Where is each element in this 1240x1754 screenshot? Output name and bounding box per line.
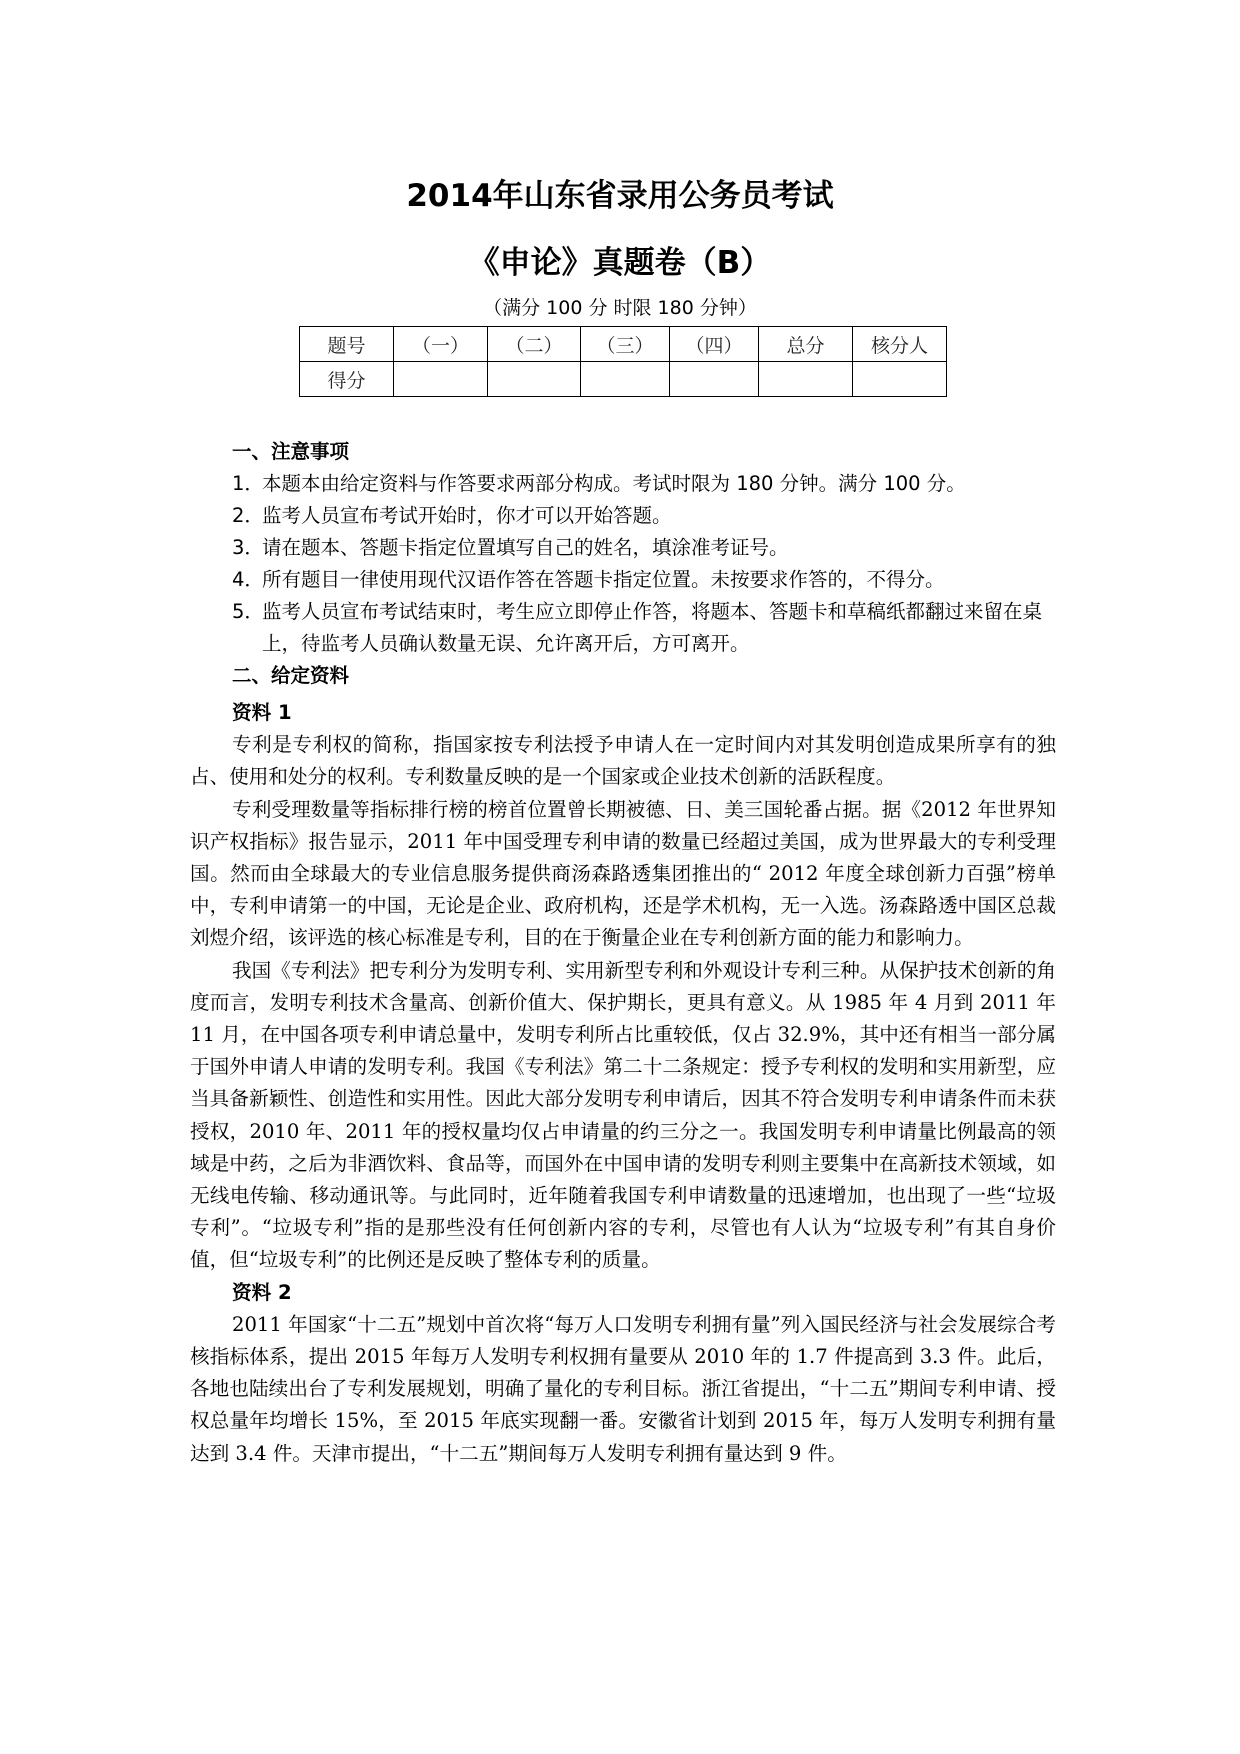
exam-info: （满分 100 分 时限 180 分钟） [483,297,757,319]
material-2-title: 资料 2 [232,1280,292,1304]
materials-section [190,697,1056,1470]
score-row-label: 得分 [300,362,394,397]
document-subtitle: 《申论》真题卷（B） [468,245,772,281]
score-cell [488,362,581,397]
score-header-cell: 题号 [300,327,394,362]
note-text: 本题本由给定资料与作答要求两部分构成。考试时限为 180 分钟。满分 100 分。 [262,472,966,495]
material-paragraph: 2011 年国家“十二五”规划中首次将“每万人口发明专利拥有量”列入国民经济与社会发展综合考核指标体系，提出 2015 年每万人发明专利权拥有量要从 2010 年的 1.7 件提高到 3.3 件。此后，各地也陆续出台了专利发展规划，明确了量化的专利目标。浙江省提出，“十二五”期间专利申请、授权总量年均增长 15%，至 2015 年底实现翻一番。安徽省计划到 2015 年，每万人发明专利拥有量达到 3.4 件。天津市提出，“十二五”期间每万人发明专利拥有量达到 9 件。 [190,1312,1056,1465]
score-cell [394,362,488,397]
score-cell [853,362,947,397]
material-paragraph: 专利受理数量等指标排行榜的榜首位置曾长期被德、日、美三国轮番占据。据《2012 年世界知识产权指标》报告显示，2011 年中国受理专利申请的数量已经超过美国，成为世界最大的专利受理国。然而由全球最大的专业信息服务提供商汤森路透集团推出的“ 2012 年度全球创新力百强”榜单中，专利申请第一的中国，无论是企业、政府机构，还是学术机构，无一入选。汤森路透中国区总裁刘煜介绍，该评选的核心标准是专利，目的在于衡量企业在专利创新方面的能力和影响力。 [190,797,1056,950]
note-text: 监考人员宣布考试开始时，你才可以开始答题。 [262,504,672,527]
note-text: 请在题本、答题卡指定位置填写自己的姓名，填涂准考证号。 [262,536,789,559]
score-header-cell: （三） [581,327,670,362]
notes-section [232,436,1072,692]
material-1-title: 资料 1 [232,701,292,724]
score-header-cell: （一） [394,327,488,362]
score-header-cell: （四） [670,327,759,362]
score-table-header-row [300,327,947,362]
note-number: 4． [232,568,264,591]
note-item [232,468,1072,500]
notes-heading: 一、注意事项 [232,440,350,463]
score-cell [670,362,759,397]
note-item [232,500,1072,532]
note-number: 2． [232,504,264,527]
score-table [299,326,947,397]
note-number: 5． [232,600,264,623]
score-cell [581,362,670,397]
note-item [232,564,1072,596]
materials-heading: 二、给定资料 [232,664,350,687]
score-table-row [300,362,947,397]
note-number: 3． [232,536,264,559]
material-paragraph: 我国《专利法》把专利分为发明专利、实用新型专利和外观设计专利三种。从保护技术创新的角度而言，发明专利技术含量高、创新价值大、保护期长，更具有意义。从 1985 年 4 月到 2011 年 11 月，在中国各项专利申请总量中，发明专利所占比重较低，仅占 32.9%，其中还有相当一部分属于国外申请人申请的发明专利。我国《专利法》第二十二条规定：授予专利权的发明和实用新型，应当具备新颖性、创造性和实用性。因此大部分发明专利申请后，因其不符合发明专利申请条件而未获授权，2010 年、2011 年的授权量均仅占申请量的约三分之一。我国发明专利申请量比例最高的领域是中药，之后为非酒饮料、食品等，而国外在中国申请的发明专利则主要集中在高新技术领域，如无线电传输、移动通讯等。与此同时，近年随着我国专利申请数量的迅速增加，也出现了一些“垃圾专利”。“垃圾专利”指的是那些没有任何创新内容的专利，尽管也有人认为“垃圾专利”有其自身价值，但“垃圾专利”的比例还是反映了整体专利的质量。 [190,958,1056,1272]
material-paragraph: 专利是专利权的简称，指国家按专利法授予申请人在一定时间内对其发明创造成果所享有的独占、使用和处分的权利。专利数量反映的是一个国家或企业技术创新的活跃程度。 [190,733,1056,789]
note-item [232,596,1072,660]
score-cell [759,362,853,397]
note-text: 监考人员宣布考试结束时，考生应立即停止作答，将题本、答题卡和草稿纸都翻过来留在桌上，待监考人员确认数量无误、允许离开后，方可离开。 [262,600,1043,655]
note-number: 1． [232,472,264,495]
document-title: 2014年山东省录用公务员考试 [406,178,834,214]
score-header-cell: 核分人 [853,327,947,362]
score-header-cell: （二） [488,327,581,362]
note-text: 所有题目一律使用现代汉语作答在答题卡指定位置。未按要求作答的，不得分。 [262,568,945,591]
score-header-cell: 总分 [759,327,853,362]
note-item [232,532,1072,564]
